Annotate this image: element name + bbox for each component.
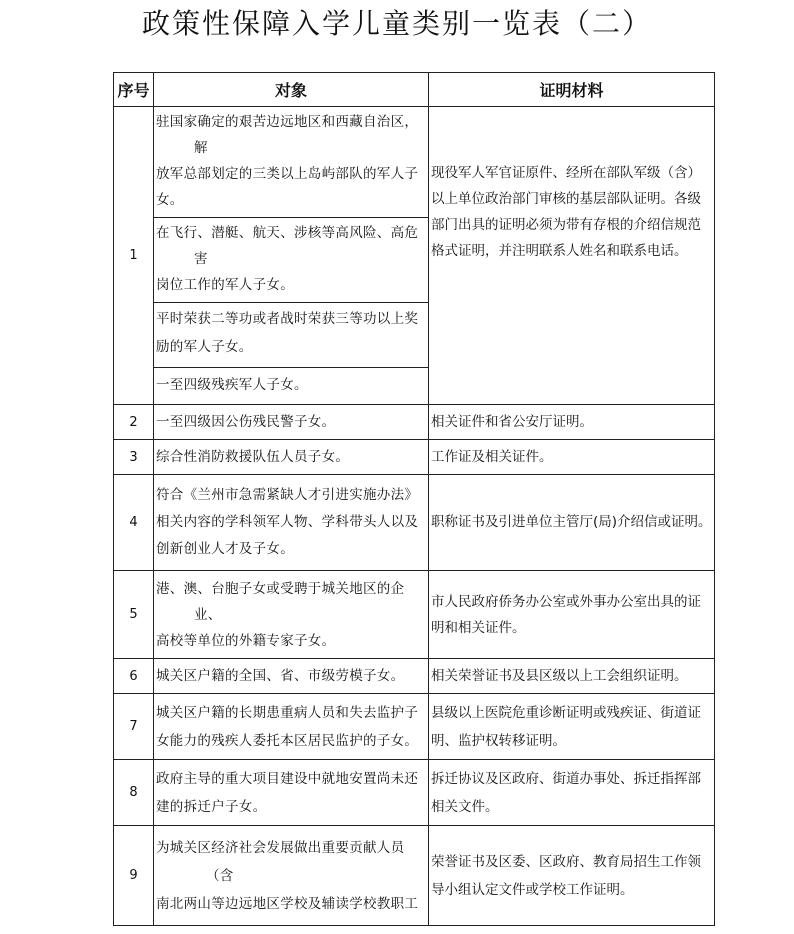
text-line: 南北两山等边远地区学校及辅读学校教职工	[156, 895, 419, 912]
text-line: 女。	[156, 192, 184, 208]
row-material: 工作证及相关证件。	[429, 440, 715, 475]
text-line: 害	[194, 251, 208, 267]
row-number: 5	[114, 571, 154, 659]
text-line: 解	[194, 140, 208, 156]
table-row	[114, 405, 715, 440]
row-number: 9	[114, 826, 154, 926]
sub-item	[154, 368, 428, 404]
table-header-row	[114, 73, 715, 107]
text-line: 在飞行、潜艇、航天、涉核等高风险、高危	[156, 225, 419, 241]
row-material: 县级以上医院危重诊断证明或残疾证、街道证明、监护权转移证明。	[429, 694, 715, 760]
row-object-cell	[154, 826, 429, 926]
row-object: 符合《兰州市急需紧缺人才引进实施办法》相关内容的学科领军人物、学科带头人以及创新创业人才及子女。	[154, 475, 429, 571]
text-line: 励的军人子女。	[156, 339, 253, 355]
row-material: 市人民政府侨务办公室或外事办公室出具的证明和相关证件。	[429, 571, 715, 659]
row-material: 现役军人军官证原件、经所在部队军级（含）以上单位政治部门审核的基层部队证明。各级部门出具的证明必须为带有存根的介绍信规范格式证明，并注明联系人姓名和联系电话。	[429, 107, 715, 405]
table-row	[114, 475, 715, 571]
sub-item	[154, 107, 428, 218]
row-material: 相关荣誉证书及县区级以上工会组织证明。	[429, 659, 715, 694]
row-material: 相关证件和省公安厅证明。	[429, 405, 715, 440]
table-row	[114, 659, 715, 694]
header-num: 序号	[114, 73, 154, 107]
table-row	[114, 440, 715, 475]
text-line: 高校等单位的外籍专家子女。	[156, 632, 336, 649]
row-number: 8	[114, 760, 154, 826]
row-material: 拆迁协议及区政府、街道办事处、拆迁指挥部相关文件。	[429, 760, 715, 826]
row-number: 2	[114, 405, 154, 440]
table-row	[114, 826, 715, 926]
row-object: 城关区户籍的全国、省、市级劳模子女。	[154, 659, 429, 694]
text-line: （含	[206, 867, 234, 884]
text-line: 业、	[194, 606, 222, 623]
text-line: 放军总部划定的三类以上岛屿部队的军人子	[156, 166, 419, 182]
text-line: 一至四级残疾军人子女。	[156, 377, 308, 393]
text-line: 为城关区经济社会发展做出重要贡献人员	[156, 839, 405, 856]
row-object-cell	[154, 571, 429, 659]
text-line: 驻国家确定的艰苦边远地区和西藏自治区，	[156, 114, 419, 130]
row-number: 4	[114, 475, 154, 571]
header-material: 证明材料	[429, 73, 715, 107]
row-number: 1	[114, 107, 154, 405]
row-object-cell	[154, 107, 429, 405]
table-row	[114, 571, 715, 659]
table-row	[114, 694, 715, 760]
row-number: 3	[114, 440, 154, 475]
document-title: 政策性保障入学儿童类别一览表（二）	[141, 7, 652, 40]
row-object: 一至四级因公伤残民警子女。	[154, 405, 429, 440]
text-line: 平时荣获二等功或者战时荣获三等功以上奖	[156, 311, 419, 327]
text-line: 港、澳、台胞子女或受聘于城关地区的企	[156, 580, 405, 597]
row-material: 职称证书及引进单位主管厅(局)介绍信或证明。	[429, 475, 715, 571]
row-material: 荣誉证书及区委、区政府、教育局招生工作领导小组认定文件或学校工作证明。	[429, 826, 715, 926]
row-number: 6	[114, 659, 154, 694]
category-table	[113, 72, 715, 926]
table-row	[114, 760, 715, 826]
row-object: 城关区户籍的长期患重病人员和失去监护子女能力的残疾人委托本区居民监护的子女。	[154, 694, 429, 760]
sub-item	[154, 303, 428, 368]
row-number: 7	[114, 694, 154, 760]
row-object: 政府主导的重大项目建设中就地安置尚未还建的拆迁户子女。	[154, 760, 429, 826]
table-row	[114, 107, 715, 405]
header-object: 对象	[154, 73, 429, 107]
text-line: 岗位工作的军人子女。	[156, 277, 294, 293]
sub-item	[154, 218, 428, 303]
row-object: 综合性消防救援队伍人员子女。	[154, 440, 429, 475]
